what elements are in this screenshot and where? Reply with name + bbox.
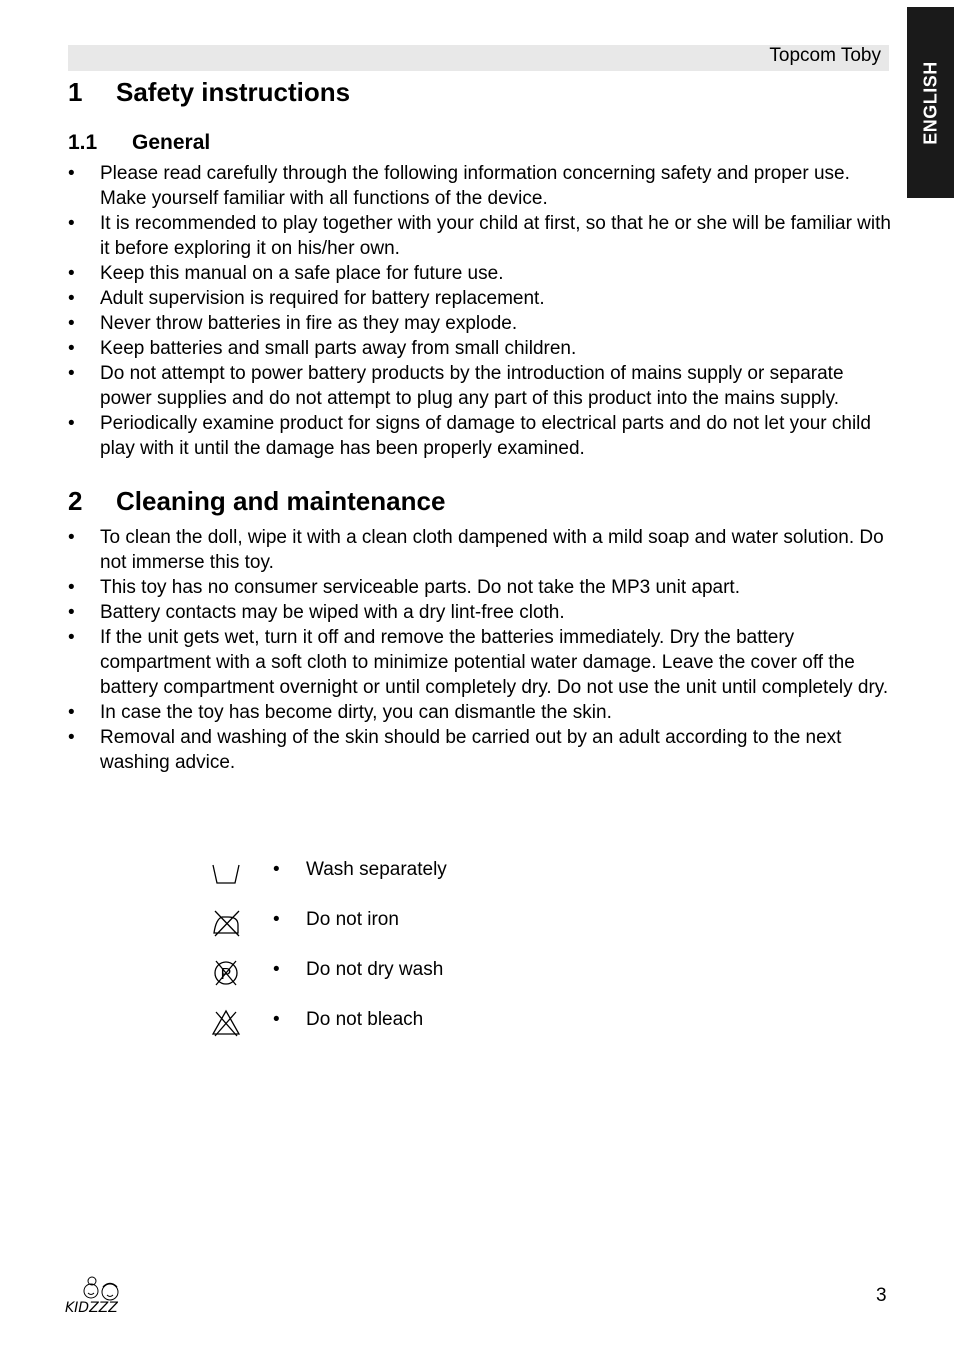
- care-label: Do not dry wash: [306, 959, 444, 980]
- care-label: Do not iron: [306, 909, 399, 930]
- subsection-1-1-title: General: [132, 131, 211, 154]
- section-2-heading: [68, 486, 445, 516]
- list-item: • Keep this manual on a safe place for future use.: [68, 261, 898, 286]
- wash-tub-icon: [210, 857, 242, 889]
- language-tab-label: ENGLISH: [920, 60, 940, 145]
- cleaning-bullet-list: [68, 525, 898, 775]
- subsection-1-1-heading: [68, 130, 210, 156]
- list-item: • Battery contacts may be wiped with a dry lint-free cloth.: [68, 600, 898, 625]
- care-label: Wash separately: [306, 859, 447, 880]
- section-1-title: Safety instructions: [116, 77, 351, 107]
- list-item: • Adult supervision is required for battery replacement.: [68, 286, 898, 311]
- section-1-number: 1: [68, 77, 83, 107]
- page-number: 3: [876, 1285, 887, 1306]
- svg-text:P: P: [220, 966, 232, 983]
- care-item-do-not-dry-wash: P • Do not dry wash: [210, 957, 610, 1007]
- list-item: • To clean the doll, wipe it with a clean cloth dampened with a mild soap and water solution. Do not immerse this toy.: [68, 525, 898, 575]
- section-2-number: 2: [68, 486, 83, 516]
- list-item: • Keep batteries and small parts away from small children.: [68, 336, 898, 361]
- kidzzz-logo: [62, 1272, 136, 1318]
- running-header: [68, 45, 889, 71]
- care-symbol-list: [210, 857, 610, 1057]
- section-1-heading: [68, 77, 350, 107]
- section-2-title: Cleaning and maintenance: [116, 486, 446, 516]
- list-item: • In case the toy has become dirty, you can dismantle the skin.: [68, 700, 898, 725]
- language-tab: [907, 7, 954, 198]
- product-name: Topcom Toby: [769, 45, 881, 66]
- list-item: • Removal and washing of the skin should be carried out by an adult according to the next washing advice.: [68, 725, 898, 775]
- subsection-1-1-number: 1.1: [68, 131, 98, 154]
- list-item: • It is recommended to play together with your child at first, so that he or she will be familiar with it before exploring it on his/her own.: [68, 211, 898, 261]
- no-iron-icon: [210, 907, 242, 939]
- list-item: • Do not attempt to power battery products by the introduction of mains supply or separate power supplies and do not attempt to plug any part of this product into the mains supply.: [68, 361, 898, 411]
- list-item: • Never throw batteries in fire as they may explode.: [68, 311, 898, 336]
- care-item-do-not-iron: • Do not iron: [210, 907, 610, 957]
- logo-wordmark: KIDZZZ: [65, 1300, 118, 1316]
- list-item: • Please read carefully through the following information concerning safety and proper use. Make yourself familiar with all functions of the device.: [68, 161, 898, 211]
- care-item-do-not-bleach: • Do not bleach: [210, 1007, 610, 1057]
- list-item: • If the unit gets wet, turn it off and remove the batteries immediately. Dry the battery compartment with a soft cloth to minimize potential water damage. Leave the cover off the battery compartment overnight or until completely dry. Do not use the unit until completely dry.: [68, 625, 898, 700]
- list-item: • This toy has no consumer serviceable parts. Do not take the MP3 unit apart.: [68, 575, 898, 600]
- no-bleach-icon: [210, 1007, 242, 1039]
- list-item: • Periodically examine product for signs of damage to electrical parts and do not let your child play with it until the damage has been properly examined.: [68, 411, 898, 461]
- no-dry-clean-icon: [210, 957, 242, 989]
- safety-bullet-list: [68, 161, 898, 461]
- care-item-wash-separately: • Wash separately: [210, 857, 610, 907]
- care-label: Do not bleach: [306, 1009, 424, 1030]
